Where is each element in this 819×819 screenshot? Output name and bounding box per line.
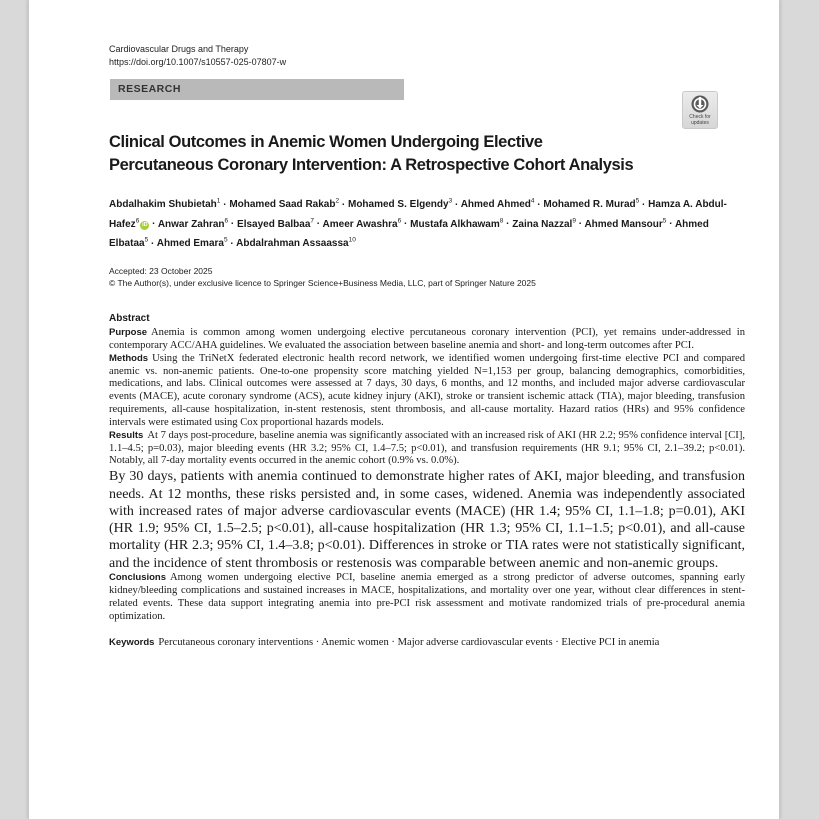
author-affiliation: 4 bbox=[530, 198, 535, 205]
keywords bbox=[109, 637, 745, 650]
conclusions-label: Conclusions bbox=[109, 572, 167, 584]
abstract-results-continued: By 30 days, patients with anemia continued to demonstrate higher rates of AKI, major bleeding, and transfusion needs. At 12 months, these risks persisted and, in some cases, widened. Anemia was independently associated with increased rates of major adverse cardiovascular events (MACE) (HR 1.4; 95% CI, 1.1–1.8; p=0.01), AKI (HR 1.9; 95% CI, 1.5–2.5; p<0.01), all-cause hospitalization (HR 1.3; 95% CI, 1.1–1.5; p<0.01), and all-cause mortality (HR 2.3; 95% CI, 1.4–3.8; p<0.01). Differences in stroke or TIA rates were not statistically significant, and the incidence of stent thrombosis or restenosis was comparable between anemic and non-anemic groups. bbox=[109, 469, 745, 571]
author-item[interactable] bbox=[236, 238, 356, 249]
author-list bbox=[109, 194, 749, 252]
journal-header bbox=[109, 43, 286, 69]
author-name: Elsayed Balbaa bbox=[237, 218, 311, 230]
author-name: Mustafa Alkhawam bbox=[410, 218, 500, 230]
author-name: Ahmed Mansour bbox=[584, 218, 663, 230]
paper-page bbox=[28, 0, 780, 819]
author-name: Hamza A. Abdul-Hafez bbox=[109, 199, 727, 230]
author-separator: · bbox=[339, 199, 348, 211]
author-separator: · bbox=[452, 199, 461, 211]
author-affiliation: 5 bbox=[144, 236, 149, 244]
abstract-heading: Abstract bbox=[109, 313, 150, 324]
conclusions-text: Among women undergoing elective PCI, baseline anemia emerged as a strong predictor of adverse outcomes, spanning early kidney/bleeding complications and sustained increases in MACE, hospitalizations, and mortality over one year, without clear differences in stent-related events. These data support integrating anemia into pre-PCI risk assessment and motivate randomized trials of pre-procedural anemia optimization. bbox=[109, 572, 745, 622]
author-separator: · bbox=[401, 218, 411, 230]
author-item[interactable] bbox=[237, 219, 314, 230]
author-affiliation: 7 bbox=[310, 217, 315, 225]
author-item[interactable] bbox=[584, 219, 666, 230]
author-affiliation: 6 bbox=[224, 217, 229, 225]
article-title bbox=[109, 131, 709, 177]
author-item[interactable] bbox=[410, 219, 503, 230]
author-separator: · bbox=[575, 218, 585, 230]
author-name: Ahmed Elbataa bbox=[109, 218, 709, 249]
abstract-purpose bbox=[109, 327, 745, 353]
author-affiliation: 6 bbox=[397, 217, 402, 225]
author-affiliation: 5 bbox=[662, 217, 667, 225]
author-separator: · bbox=[220, 199, 230, 211]
author-item[interactable] bbox=[543, 199, 639, 210]
results-label: Results bbox=[109, 429, 144, 441]
abstract-results bbox=[109, 430, 745, 469]
orcid-icon[interactable]: iD bbox=[142, 221, 148, 228]
author-item[interactable] bbox=[229, 199, 339, 210]
author-separator: · bbox=[227, 237, 237, 249]
abstract-section bbox=[109, 312, 745, 650]
keywords-label: Keywords bbox=[109, 637, 155, 649]
abstract-conclusions bbox=[109, 572, 745, 623]
author-separator: · bbox=[228, 218, 238, 230]
purpose-label: Purpose bbox=[109, 327, 148, 338]
author-affiliation: 9 bbox=[572, 217, 576, 225]
author-separator: · bbox=[534, 199, 544, 211]
author-name: Abdalrahman Assaassa bbox=[236, 237, 349, 249]
methods-label: Methods bbox=[109, 352, 149, 364]
check-for-updates-icon bbox=[690, 94, 710, 114]
author-affiliation: 3 bbox=[448, 198, 453, 205]
author-name: Zaina Nazzal bbox=[512, 218, 573, 230]
journal-name: Cardiovascular Drugs and Therapy bbox=[109, 44, 249, 54]
author-separator: · bbox=[666, 218, 675, 230]
author-affiliation: 2 bbox=[335, 198, 340, 205]
author-affiliation: 8 bbox=[499, 217, 504, 225]
title-line-1: Clinical Outcomes in Anemic Women Undergoing Elective bbox=[109, 133, 543, 151]
author-name: Mohamed S. Elgendy bbox=[347, 199, 449, 211]
check-caption-line2: updates bbox=[691, 120, 709, 126]
author-separator: · bbox=[314, 218, 323, 230]
author-item[interactable] bbox=[461, 199, 535, 210]
author-name: Ahmed Ahmed bbox=[460, 199, 531, 211]
check-caption-line1: Check for bbox=[689, 114, 711, 120]
author-affiliation: 10 bbox=[348, 236, 356, 244]
author-affiliation: 1 bbox=[216, 198, 221, 205]
accepted-date: Accepted: 23 October 2025 bbox=[109, 266, 213, 276]
author-separator: · bbox=[149, 218, 158, 230]
copyright-line: © The Author(s), under exclusive licence to Springer Science+Business Media, LLC, part of Springer Nature 2025 bbox=[109, 278, 536, 288]
author-name: Abdalhakim Shubietah bbox=[109, 199, 217, 211]
author-item[interactable] bbox=[158, 219, 228, 230]
author-item[interactable] bbox=[323, 219, 402, 230]
article-type-banner bbox=[110, 79, 404, 100]
check-for-updates-badge[interactable] bbox=[682, 91, 718, 129]
author-name: Mohamed Saad Rakab bbox=[229, 199, 336, 211]
publication-meta bbox=[109, 265, 536, 289]
author-name: Ahmed Emara bbox=[156, 237, 224, 249]
author-separator: · bbox=[148, 237, 157, 249]
author-name: Mohamed R. Murad bbox=[543, 199, 636, 211]
abstract-methods bbox=[109, 353, 745, 430]
author-name: Ameer Awashra bbox=[322, 218, 398, 230]
author-item[interactable] bbox=[157, 238, 228, 249]
title-line-2: Percutaneous Coronary Intervention: A Retrospective Cohort Analysis bbox=[109, 156, 634, 174]
author-separator: · bbox=[639, 199, 649, 211]
author-item[interactable] bbox=[348, 199, 452, 210]
author-separator: · bbox=[503, 218, 513, 230]
article-type-label: RESEARCH bbox=[118, 83, 181, 95]
purpose-text: Anemia is common among women undergoing elective percutaneous coronary intervention (PCI), yet remains under-addressed in contemporary ACC/AHA guidelines. We evaluated the association between baseline anemia and short- and long-term outcomes after PCI. bbox=[109, 327, 745, 351]
author-name: Anwar Zahran bbox=[157, 218, 225, 230]
author-affiliation: 6 bbox=[135, 217, 140, 225]
author-item[interactable] bbox=[512, 219, 576, 230]
author-item[interactable] bbox=[109, 199, 220, 210]
author-affiliation: 5 bbox=[635, 198, 640, 205]
doi-link[interactable]: https://doi.org/10.1007/s10557-025-07807-w bbox=[109, 57, 287, 67]
methods-text: Using the TriNetX federated electronic health record network, we identified women undergoing first-time elective PCI and compared anemic vs. non-anemic patients. One-to-one propensity score matching yielded N=1,153 per group, balancing demographics, comorbidities, medications, and labs. Clinical outcomes were assessed at 7 days, 30 days, 6 months, and 12 months, and included major adverse cardiovascular events (MACE), acute coronary syndrome (ACS), acute kidney injury (AKI), stroke or transient ischemic attack (TIA), major bleeding, transfusion requirements, all-cause hospitalization, in-stent restenosis, stent thrombosis, and all-cause mortality. Hazard ratios (HRs) and 95% confidence intervals were estimated using Cox proportional hazards models. bbox=[109, 352, 745, 428]
keywords-text: Percutaneous coronary interventions · Anemic women · Major adverse cardiovascular events · Elective PCI in anemia bbox=[158, 637, 660, 649]
author-affiliation: 5 bbox=[223, 236, 228, 244]
results-text: At 7 days post-procedure, baseline anemia was significantly associated with an increased risk of AKI (HR 2.2; 95% confidence interval [CI], 1.1–4.5; p=0.03), major bleeding events (HR 3.2; 95% CI, 1.4–7.5; p<0.01), and transfusion requirements (HR 9.1; 95% CI, 2.1–39.2; p<0.01). Notably, all 7-day mortality events occurred in the anemic cohort (0.9% vs. 0.0%). bbox=[109, 429, 745, 467]
